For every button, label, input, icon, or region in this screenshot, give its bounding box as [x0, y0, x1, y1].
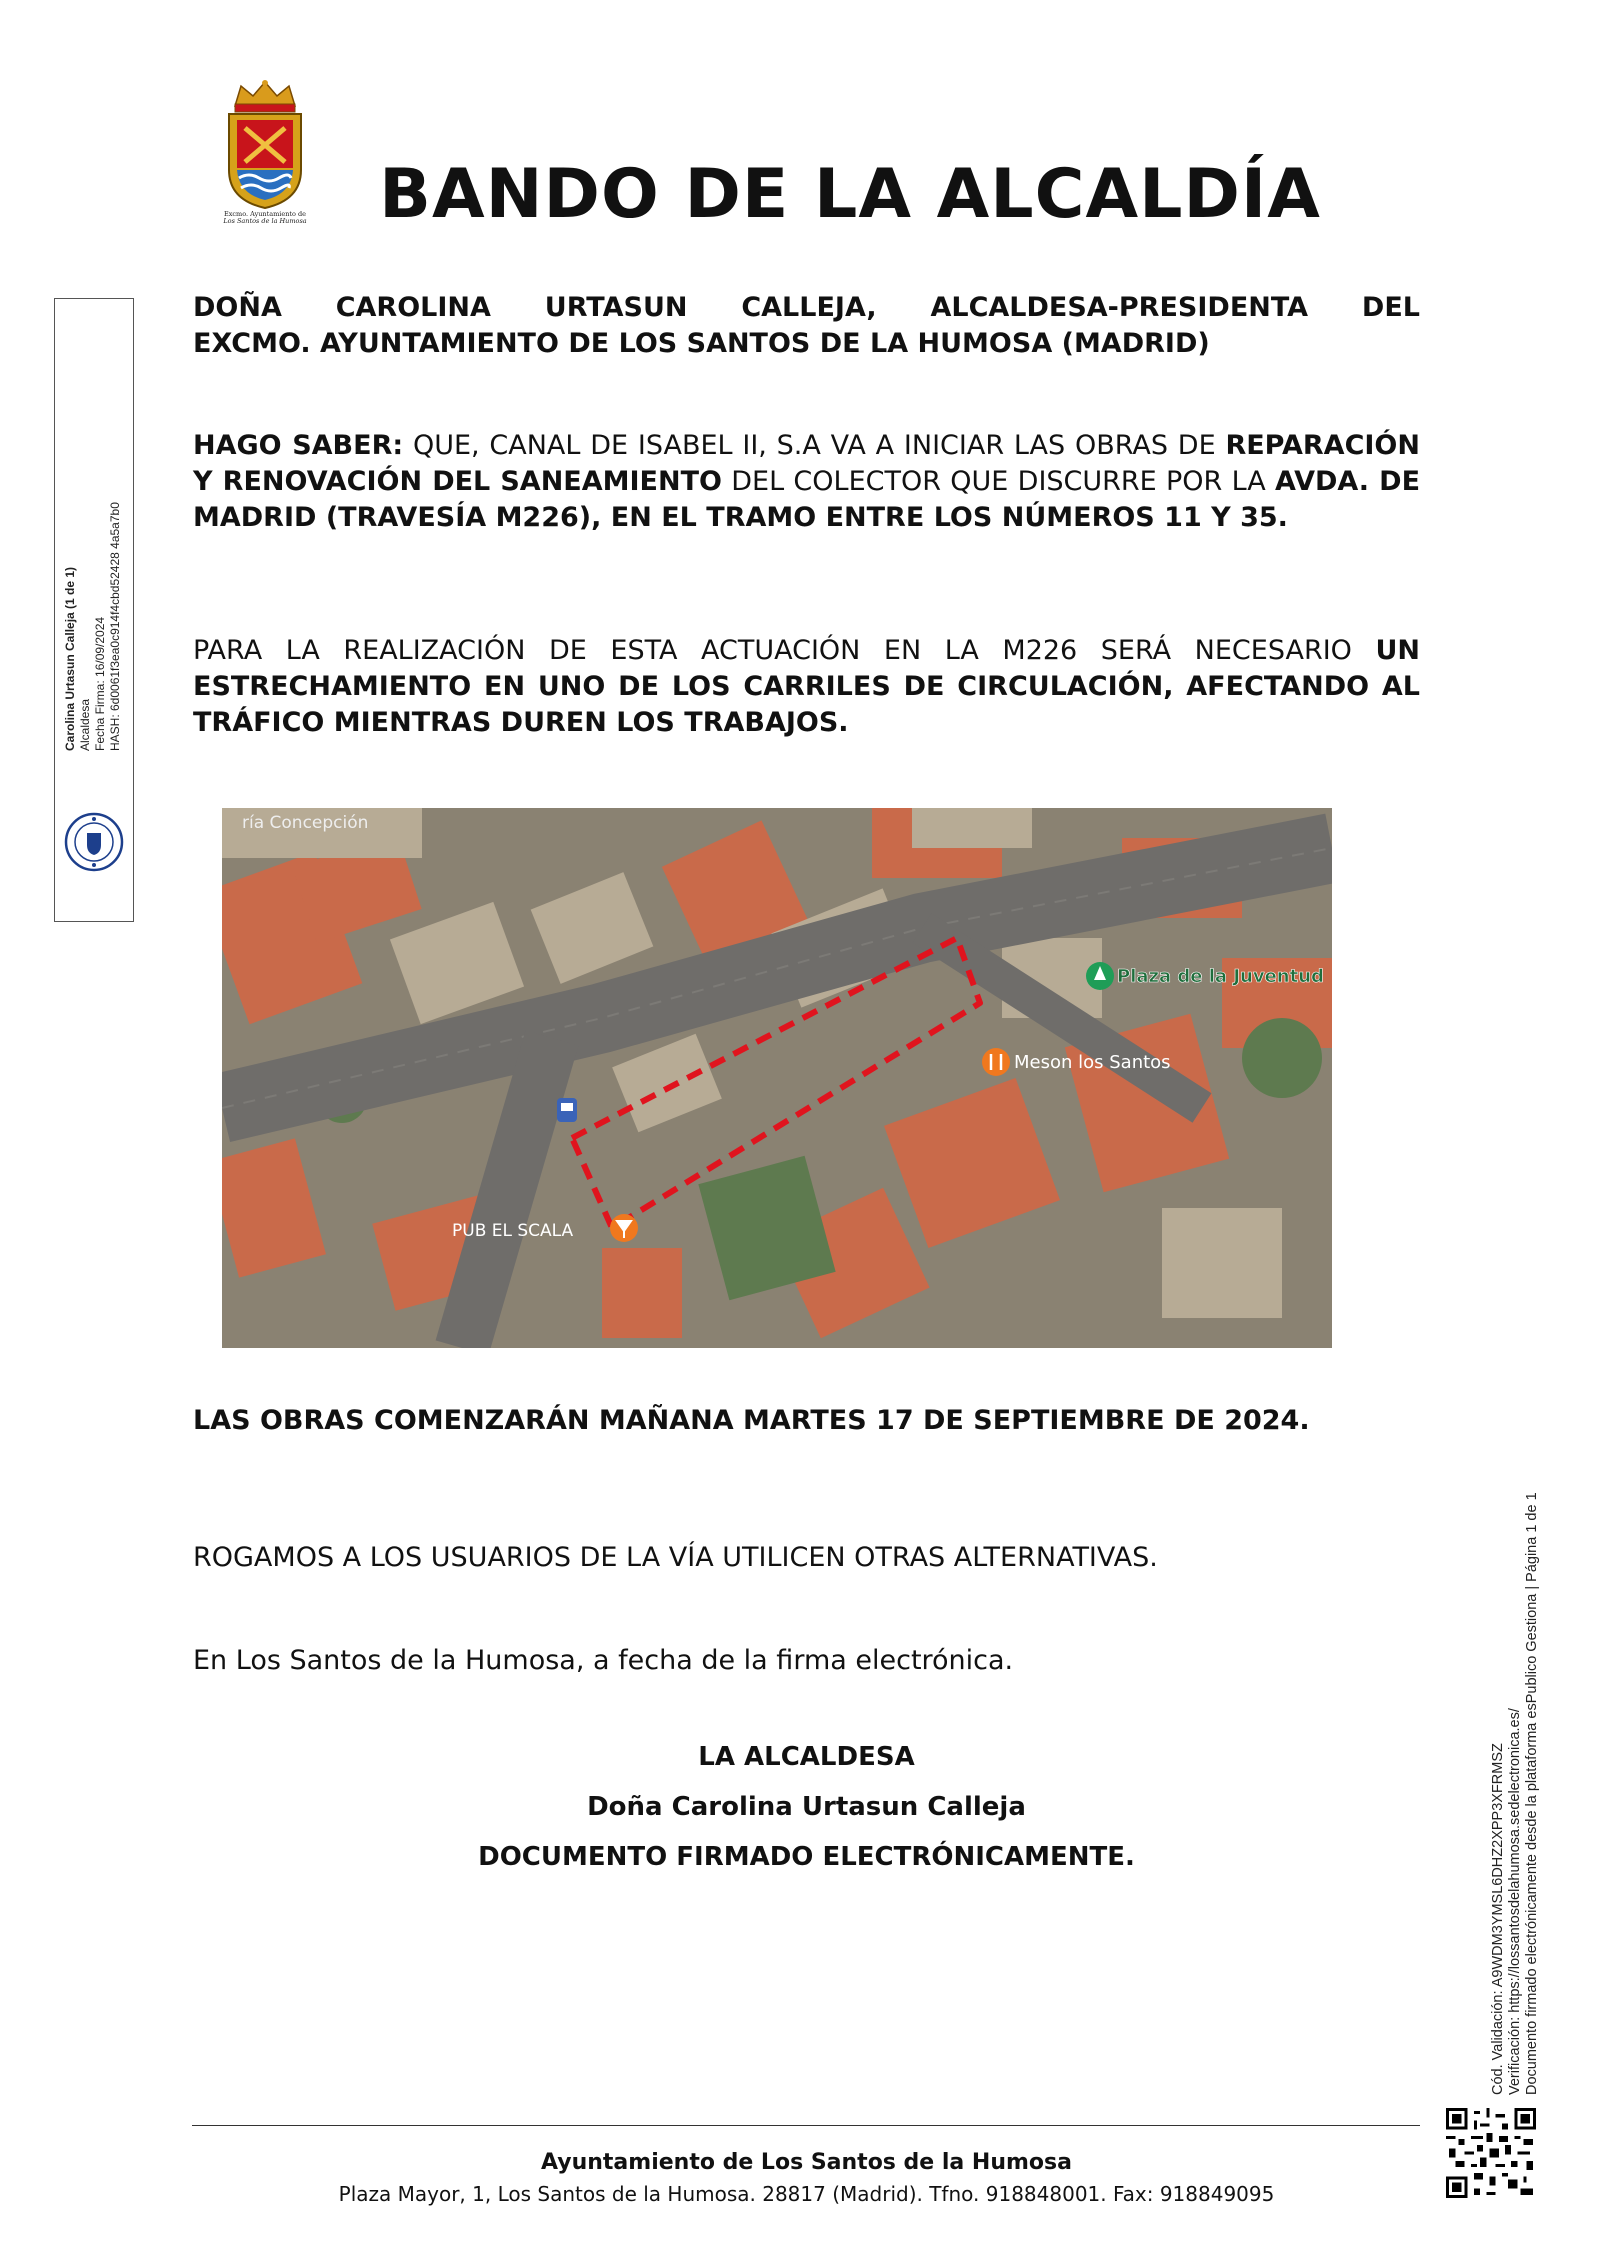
signature-stamp-box [54, 298, 134, 922]
notice-bold-2: AVDA. DE MADRID (TRAVESÍA M226), EN EL TRAMO ENTRE LOS NÚMEROS 11 Y 35. [193, 466, 1421, 533]
svg-text:PUB EL SCALA: PUB EL SCALA [452, 1221, 574, 1241]
signature-role: LA ALCALDESA [698, 1742, 915, 1772]
signature-name: Doña Carolina Urtasun Calleja [587, 1792, 1026, 1822]
signature-stamp-text [63, 291, 123, 751]
verification-url: Verificación: https://lossantosdelahumosa.sedelectronica.es/ [1507, 1708, 1523, 2095]
seal-icon [63, 811, 125, 873]
verification-code: Cód. Validación: A9WDM3YMSL6DHZ2XPP3XFRMSZ [1490, 1743, 1506, 2095]
svg-text:Plaza de la Juventud: Plaza de la Juventud [1117, 966, 1324, 987]
intro-line-2: EXCMO. AYUNTAMIENTO DE LOS SANTOS DE LA HUMOSA (MADRID) [193, 328, 1210, 359]
svg-text:ría Concepción: ría Concepción [242, 813, 369, 833]
footer-address: Plaza Mayor, 1, Los Santos de la Humosa. 28817 (Madrid). Tfno. 918848001. Fax: 918849095 [338, 2182, 1275, 2206]
narrowing-bold: UN ESTRECHAMIENTO EN UNO DE LOS CARRILES DE CIRCULACIÓN, AFECTANDO AL TRÁFICO MIENTRAS DUREN LOS TRABAJOS. [193, 635, 1420, 738]
footer-divider [192, 2125, 1420, 2126]
request-paragraph: ROGAMOS A LOS USUARIOS DE LA VÍA UTILICEN OTRAS ALTERNATIVAS. [193, 1542, 1158, 1573]
stamp-signer: Carolina Urtasun Calleja (1 de 1) [63, 566, 77, 751]
verification-platform: Documento firmado electrónicamente desde la plataforma esPublico Gestiona | Página 1 de 1 [1524, 1492, 1540, 2095]
restaurant-marker-icon [982, 1048, 1010, 1076]
intro-paragraph [193, 290, 1420, 362]
page-title: BANDO DE LA ALCALDÍA [379, 155, 1321, 234]
notice-text-2: DEL COLECTOR QUE DISCURRE POR LA [721, 466, 1276, 497]
svg-text:Los Santos de la Humosa: Los Santos de la Humosa [223, 217, 307, 223]
stamp-hash: HASH: 6d0061f3ea0c914f4cbd52428 4a5a7b0 [108, 502, 122, 751]
footer-org: Ayuntamiento de Los Santos de la Humosa [541, 2150, 1072, 2175]
stamp-role: Alcaldesa [78, 698, 92, 751]
verification-text [1490, 1395, 1541, 2095]
signature-note: DOCUMENTO FIRMADO ELECTRÓNICAMENTE. [478, 1842, 1135, 1872]
narrowing-paragraph [193, 633, 1420, 741]
place-date-line: En Los Santos de la Humosa, a fecha de la firma electrónica. [193, 1645, 1014, 1676]
svg-text:Meson los Santos: Meson los Santos [1014, 1052, 1171, 1073]
aerial-map-image [222, 808, 1332, 1348]
aerial-map-drawing [222, 808, 1332, 1348]
notice-lead: HAGO SABER: [193, 430, 404, 461]
notice-text-1: QUE, CANAL DE ISABEL II, S.A VA A INICIAR LAS OBRAS DE [403, 430, 1226, 461]
notice-bold-1: REPARACIÓN Y RENOVACIÓN DEL SANEAMIENTO [193, 430, 1420, 497]
intro-line-1: DOÑA CAROLINA URTASUN CALLEJA, ALCALDESA-PRESIDENTA DEL [193, 292, 1420, 323]
start-date-paragraph: LAS OBRAS COMENZARÁN MAÑANA MARTES 17 DE SEPTIEMBRE DE 2024. [193, 1405, 1310, 1436]
narrowing-text: PARA LA REALIZACIÓN DE ESTA ACTUACIÓN EN LA M226 SERÁ NECESARIO [193, 635, 1376, 666]
qr-code-icon [1446, 2108, 1536, 2198]
svg-text:Excmo. Ayuntamiento de: Excmo. Ayuntamiento de [224, 210, 306, 218]
stamp-date: Fecha Firma: 16/09/2024 [93, 616, 107, 751]
notice-paragraph [193, 428, 1420, 536]
